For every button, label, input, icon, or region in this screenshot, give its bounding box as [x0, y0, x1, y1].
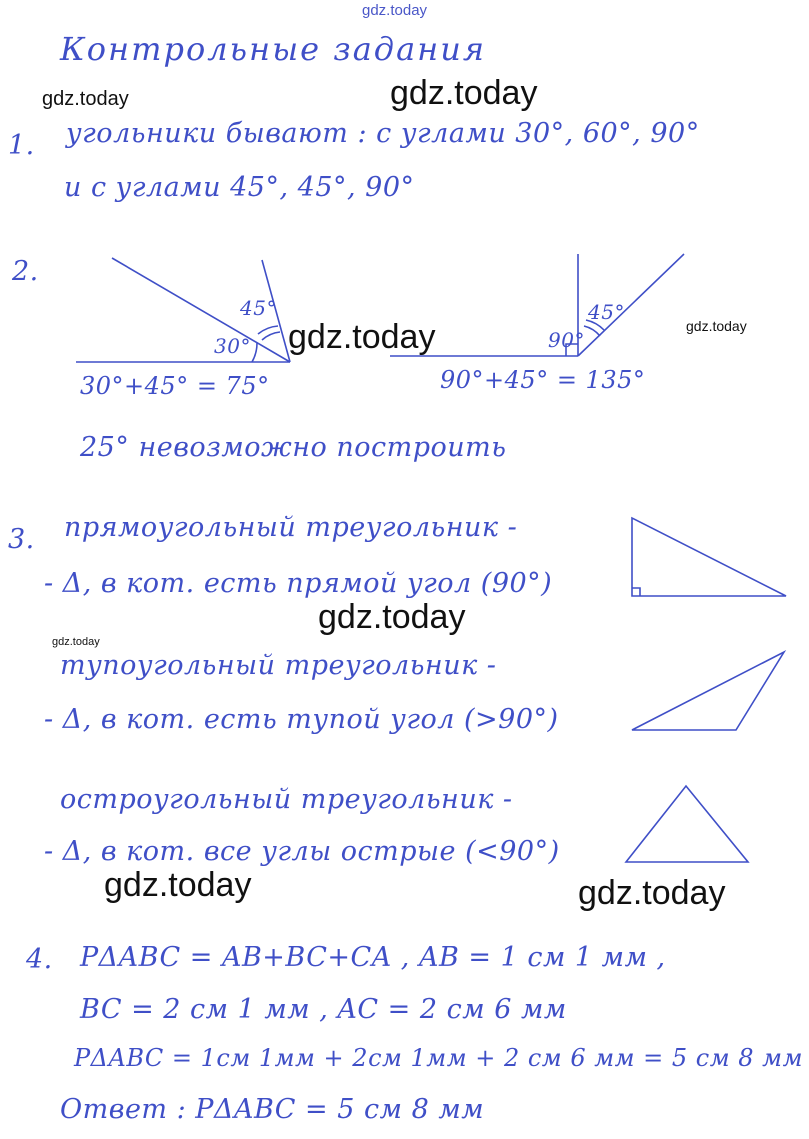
watermark: gdz.today [42, 88, 129, 110]
fig2-angle-90: 90° [548, 328, 585, 352]
watermark: gdz.today [686, 318, 747, 334]
acute-triangle-def-1: остроугольный треугольник - [60, 784, 513, 815]
task1-line2: и с углами 45°, 45°, 90° [64, 172, 415, 203]
watermark: gdz.today [578, 874, 726, 912]
task4-answer: Ответ : PΔABC = 5 см 8 мм [60, 1094, 485, 1125]
page-title: Контрольные задания [60, 30, 487, 68]
fig2-sum: 90°+45° = 135° [440, 366, 646, 394]
right-triangle-def-2: - Δ, в кот. есть прямой угол (90°) [44, 568, 553, 599]
task1-number: 1. [8, 130, 35, 161]
task4-number: 4. [26, 944, 53, 975]
watermark-top: gdz.today [362, 2, 428, 19]
right-triangle-def-1: прямоугольный треугольник - [64, 512, 518, 543]
watermark: gdz.today [104, 866, 252, 904]
watermark: gdz.today [288, 318, 436, 356]
obtuse-triangle-def-2: - Δ, в кот. есть тупой угол (>90°) [44, 704, 559, 735]
task1-line1: угольники бывают : с углами 30°, 60°, 90° [66, 118, 700, 149]
fig1-angle-30: 30° [214, 334, 251, 358]
task2-note: 25° невозможно построить [80, 432, 507, 463]
obtuse-triangle-def-1: тупоугольный треугольник - [60, 650, 497, 681]
task4-line2: BC = 2 см 1 мм , AC = 2 см 6 мм [80, 994, 567, 1025]
fig2-angle-45: 45° [588, 300, 625, 324]
task4-line3: PΔABC = 1см 1мм + 2см 1мм + 2 см 6 мм = 5 см 8 мм [74, 1044, 803, 1072]
task4-line1: PΔABC = AB+BC+CA , AB = 1 см 1 мм , [80, 942, 666, 973]
fig1-angle-45: 45° [240, 296, 277, 320]
fig1-sum: 30°+45° = 75° [80, 372, 270, 400]
watermark: gdz.today [390, 74, 538, 112]
watermark: gdz.today [52, 636, 100, 648]
task3-number: 3. [8, 524, 35, 555]
acute-triangle-def-2: - Δ, в кот. все углы острые (<90°) [44, 836, 560, 867]
task2-number: 2. [12, 256, 39, 287]
watermark: gdz.today [318, 598, 466, 636]
